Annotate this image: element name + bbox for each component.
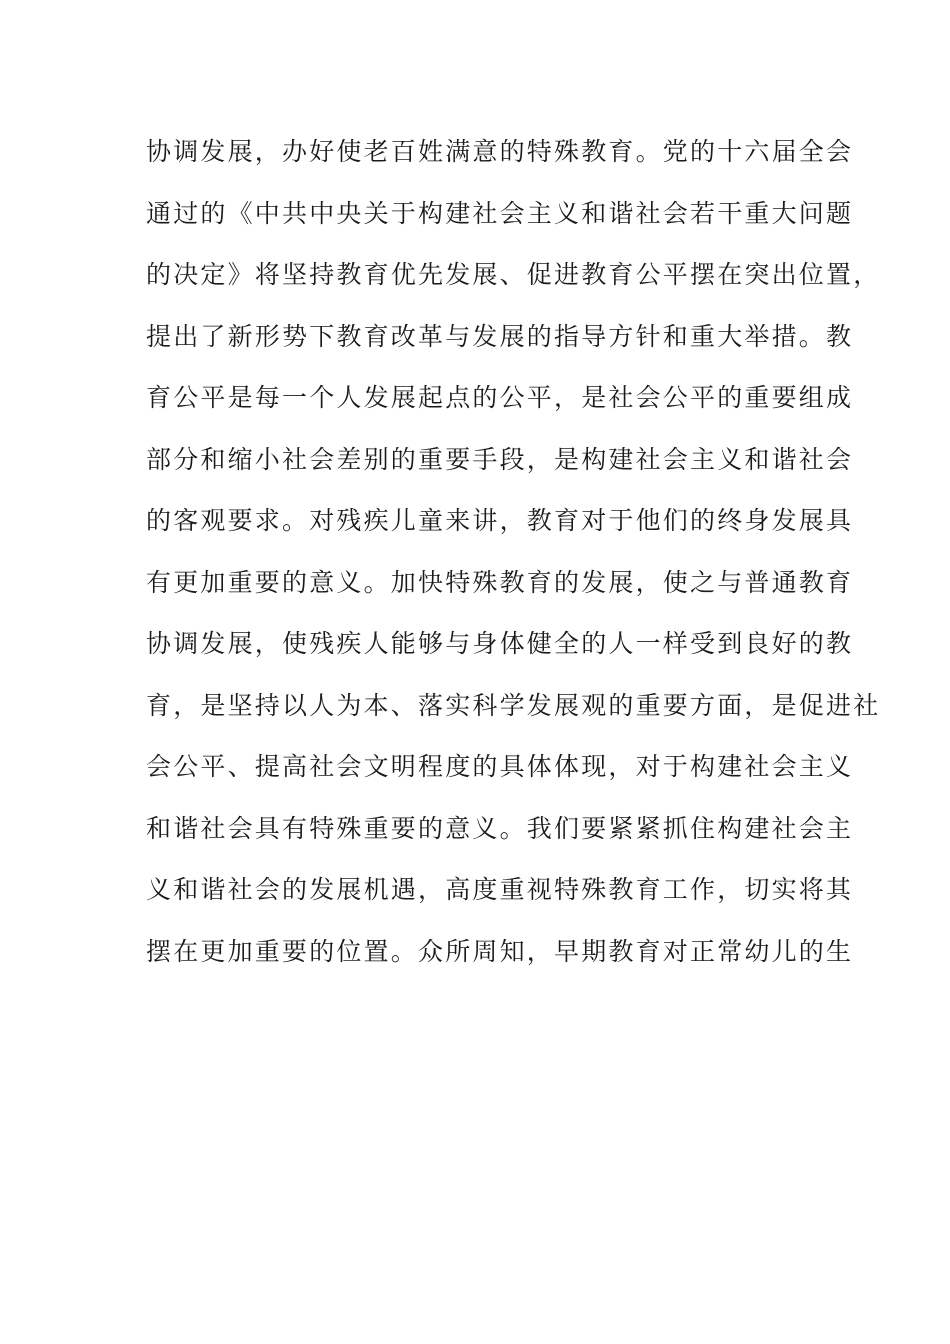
text-line: 部分和缩小社会差别的重要手段，是构建社会主义和谐社会 (146, 444, 854, 474)
text-line: 协调发展，使残疾人能够与身体健全的人一样受到良好的教 (146, 629, 854, 658)
text-line: 育公平是每一个人发展起点的公平，是社会公平的重要组成 (146, 383, 854, 412)
text-line: 提出了新形势下教育改革与发展的指导方针和重大举措。教 (146, 321, 854, 351)
text-line: 有更加重要的意义。加快特殊教育的发展，使之与普通教育 (146, 567, 854, 597)
text-line: 义和谐社会的发展机遇，高度重视特殊教育工作，切实将其 (146, 875, 854, 904)
text-line: 和谐社会具有特殊重要的意义。我们要紧紧抓住构建社会主 (146, 813, 854, 843)
body-paragraph (146, 126, 881, 987)
text-line: 协调发展，办好使老百姓满意的特殊教育。党的十六届全会 (146, 137, 854, 166)
text-line: 摆在更加重要的位置。众所周知，早期教育对正常幼儿的生 (146, 936, 854, 966)
text-line: 育，是坚持以人为本、落实科学发展观的重要方面，是促进社 (146, 690, 881, 720)
text-line: 会公平、提高社会文明程度的具体体现，对于构建社会主义 (146, 752, 854, 781)
text-line: 的决定》将坚持教育优先发展、促进教育公平摆在突出位置， (146, 260, 881, 289)
text-line: 的客观要求。对残疾儿童来讲，教育对于他们的终身发展具 (146, 506, 854, 535)
text-line: 通过的《中共中央关于构建社会主义和谐社会若干重大问题 (146, 198, 854, 228)
